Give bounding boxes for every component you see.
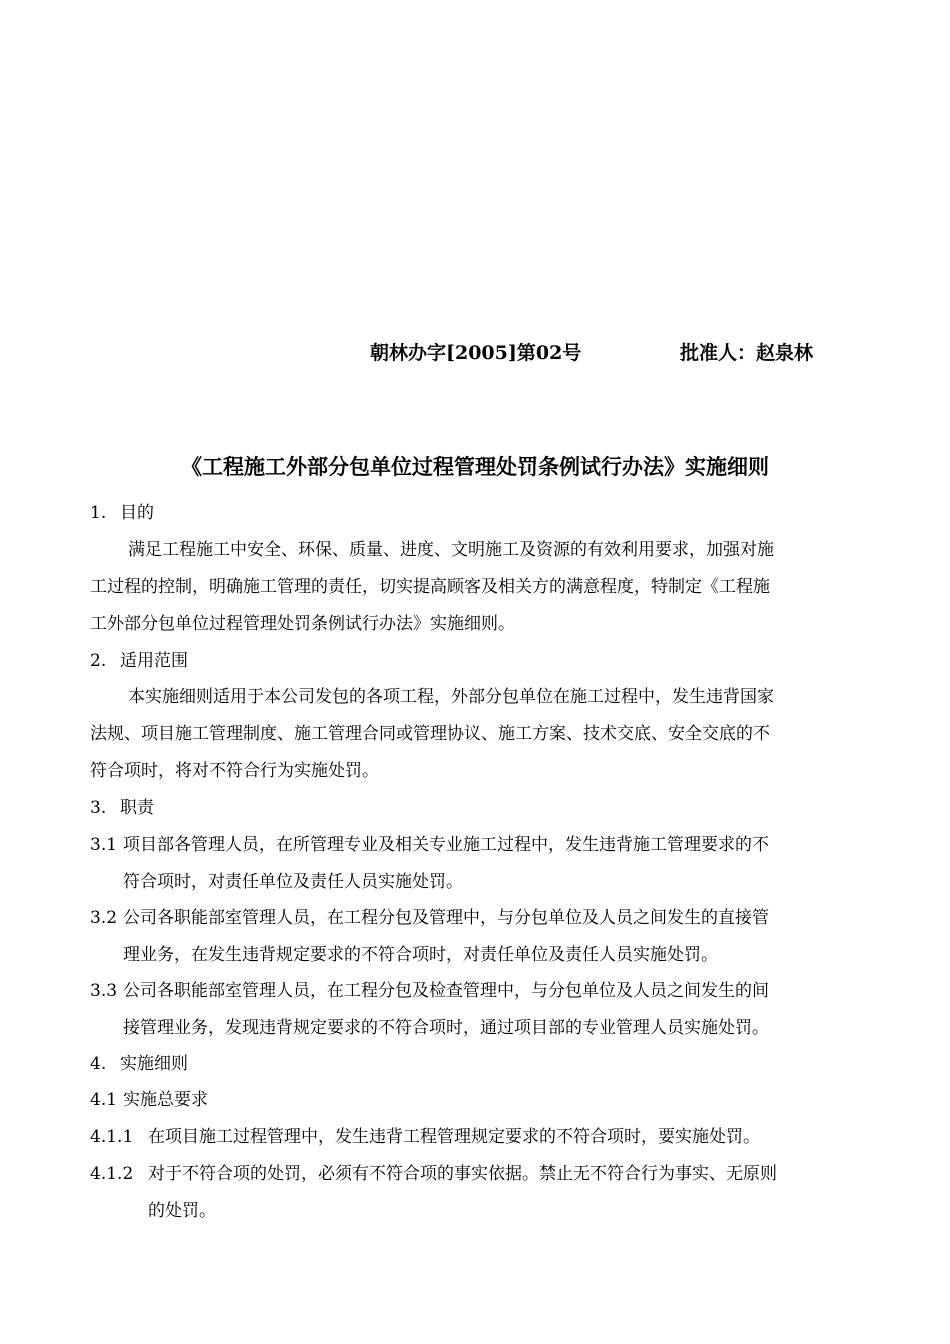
paragraph-line: 工外部分包单位过程管理处罚条例试行办法》实施细则。 <box>90 614 515 634</box>
clause-4-1-1 <box>90 1127 760 1147</box>
section-3-heading <box>90 798 154 818</box>
clause-continuation: 符合项时，对责任单位及责任人员实施处罚。 <box>123 872 463 892</box>
section-1-heading <box>90 503 154 523</box>
section-2-heading <box>90 651 188 671</box>
clause-text: 公司各职能部室管理人员，在工程分包及检查管理中，与分包单位及人员之间发生的间 <box>123 981 769 1001</box>
clause-number: 4.1.1 <box>90 1127 134 1147</box>
clause-text: 在项目施工过程管理中，发生违背工程管理规定要求的不符合项时，要实施处罚。 <box>148 1127 760 1147</box>
subsection-title: 实施总要求 <box>123 1090 208 1110</box>
section-number: 2. <box>90 651 107 671</box>
clause-number: 4.1.2 <box>90 1164 134 1184</box>
subsection-4-1 <box>90 1090 208 1110</box>
clause-4-1-2 <box>90 1164 777 1184</box>
clause-text: 对于不符合项的处罚，必须有不符合项的事实依据。禁止无不符合行为事实、无原则 <box>148 1164 777 1184</box>
clause-3-3 <box>90 981 769 1001</box>
section-title: 职责 <box>120 798 154 818</box>
paragraph-line: 工过程的控制，明确施工管理的责任，切实提高顾客及相关方的满意程度，特制定《工程施 <box>90 577 770 597</box>
paragraph-line: 本实施细则适用于本公司发包的各项工程，外部分包单位在施工过程中，发生违背国家 <box>128 687 774 707</box>
section-4-heading <box>90 1054 188 1074</box>
clause-continuation: 接管理业务，发现违背规定要求的不符合项时，通过项目部的专业管理人员实施处罚。 <box>123 1018 769 1038</box>
paragraph-line: 符合项时，将对不符合行为实施处罚。 <box>90 761 379 781</box>
clause-3-2 <box>90 908 769 928</box>
clause-continuation: 的处罚。 <box>148 1201 216 1221</box>
section-title: 目的 <box>120 503 154 523</box>
approver: 批准人：赵泉林 <box>680 342 814 364</box>
document-number: 朝林办字[2005]第02号 <box>370 342 582 364</box>
clause-text: 项目部各管理人员，在所管理专业及相关专业施工过程中，发生违背施工管理要求的不 <box>123 835 769 855</box>
document-title: 《工程施工外部分包单位过程管理处罚条例试行办法》实施细则 <box>181 454 769 479</box>
clause-number: 3.3 <box>90 981 118 1001</box>
subsection-number: 4.1 <box>90 1090 118 1110</box>
clause-3-1 <box>90 835 769 855</box>
section-title: 实施细则 <box>120 1054 188 1074</box>
section-number: 4. <box>90 1054 107 1074</box>
clause-text: 公司各职能部室管理人员，在工程分包及管理中，与分包单位及人员之间发生的直接管 <box>123 908 769 928</box>
clause-continuation: 理业务，在发生违背规定要求的不符合项时，对责任单位及责任人员实施处罚。 <box>123 945 718 965</box>
section-number: 1. <box>90 503 107 523</box>
clause-number: 3.2 <box>90 908 118 928</box>
paragraph-line: 法规、项目施工管理制度、施工管理合同或管理协议、施工方案、技术交底、安全交底的不 <box>90 724 770 744</box>
section-number: 3. <box>90 798 107 818</box>
paragraph-line: 满足工程施工中安全、环保、质量、进度、文明施工及资源的有效利用要求，加强对施 <box>128 540 774 560</box>
section-title: 适用范围 <box>120 651 188 671</box>
clause-number: 3.1 <box>90 835 118 855</box>
